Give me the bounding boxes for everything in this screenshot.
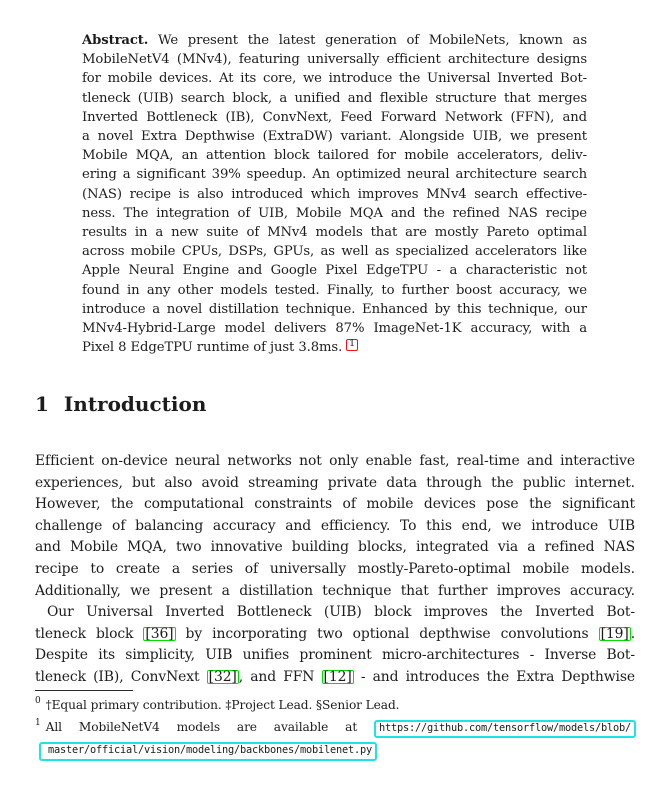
text-run: ness. The integration of UIB, Mobile MQA and the refined NAS recipe bbox=[82, 205, 587, 221]
text-line bbox=[82, 223, 587, 242]
text-line bbox=[82, 338, 587, 357]
text-line bbox=[82, 146, 587, 165]
text-run: Abstract. bbox=[82, 33, 149, 48]
footnote-marker: 1 bbox=[35, 718, 41, 728]
text-run: All MobileNetV4 models are available at bbox=[45, 720, 375, 734]
text-line bbox=[82, 31, 587, 50]
text-run: Despite its simplicity, UIB unifies prominent micro-architectures - Inverse Bot- bbox=[35, 647, 635, 664]
section-number: 1 bbox=[35, 392, 49, 416]
citation-link[interactable]: [32] bbox=[208, 668, 237, 685]
text-line bbox=[35, 537, 635, 559]
text-run: Our Universal Inverted Bottleneck (UIB) block improves the Inverted Bot- bbox=[47, 604, 635, 621]
text-run: by incorporating two optional depthwise convolutions bbox=[175, 625, 599, 642]
text-line bbox=[82, 281, 587, 300]
footnote-ref-link[interactable]: 1 bbox=[346, 339, 358, 351]
text-run: (NAS) recipe is also introduced which improves MNv4 search effective- bbox=[82, 186, 587, 202]
text-line bbox=[35, 559, 635, 581]
text-line bbox=[35, 645, 635, 667]
text-run: found in any other models tested. Finally, to further boost accuracy, we bbox=[82, 282, 587, 298]
text-line bbox=[82, 204, 587, 223]
text-run: . bbox=[630, 625, 636, 642]
text-line bbox=[35, 516, 635, 538]
text-line bbox=[35, 473, 635, 495]
text-run: and Mobile MQA, two innovative building blocks, integrated via a refined NAS bbox=[35, 539, 635, 556]
text-line bbox=[35, 667, 635, 689]
text-run: tleneck block bbox=[35, 625, 144, 642]
text-run: for mobile devices. At its core, we introduce the Universal Inverted Bot- bbox=[82, 71, 587, 87]
citation-link[interactable]: [12] bbox=[323, 668, 352, 685]
abstract-block bbox=[82, 31, 587, 357]
text-line bbox=[82, 185, 587, 204]
text-line bbox=[82, 242, 587, 261]
footnote-rule bbox=[35, 690, 133, 691]
citation-link[interactable]: [36] bbox=[145, 625, 174, 642]
text-line bbox=[82, 127, 587, 146]
text-run: Additionally, we present a distillation technique that further improves accuracy. bbox=[35, 582, 635, 599]
paragraph-1 bbox=[35, 451, 635, 602]
text-line bbox=[82, 300, 587, 319]
text-line bbox=[82, 165, 587, 184]
introduction-body bbox=[35, 451, 635, 689]
text-line bbox=[35, 624, 635, 646]
text-run: Efficient on-device neural networks not only enable fast, real-time and interactive bbox=[35, 453, 635, 469]
url-link[interactable]: https://github.com/tensorflow/models/blob/ bbox=[374, 720, 636, 738]
text-run: Apple Neural Engine and Google Pixel EdgeTPU - a characteristic not bbox=[82, 263, 587, 279]
text-run: a novel Extra Depthwise (ExtraDW) variant. Alongside UIB, we present bbox=[82, 129, 587, 145]
section-title: Introduction bbox=[63, 392, 207, 416]
text-run: across mobile CPUs, DSPs, GPUs, as well as specialized accelerators like bbox=[82, 244, 587, 260]
text-run: recipe to create a series of universally mostly-Pareto-optimal mobile models. bbox=[35, 560, 635, 577]
citation-link[interactable]: [19] bbox=[600, 625, 629, 642]
text-run: ering a significant 39% speedup. An optimized neural architecture search bbox=[82, 167, 587, 183]
text-line bbox=[82, 319, 587, 338]
text-line bbox=[82, 50, 587, 69]
text-line bbox=[35, 738, 636, 760]
text-run: experiences, but also avoid streaming private data through the public internet. bbox=[35, 474, 635, 491]
text-run: , and FFN bbox=[238, 668, 322, 685]
footnote-1 bbox=[35, 716, 636, 761]
text-run: challenge of balancing accuracy and efficiency. To this end, we introduce UIB bbox=[35, 517, 635, 534]
text-run: MobileNetV4 (MNv4), featuring universally efficient architecture designs bbox=[82, 52, 587, 68]
text-run: †Equal primary contribution. ‡Project Lead. §Senior Lead. bbox=[45, 698, 400, 712]
text-line bbox=[35, 581, 635, 603]
text-run: - and introduces the Extra Depthwise bbox=[353, 668, 635, 685]
text-run: However, the computational constraints of mobile devices pose the significant bbox=[35, 496, 635, 513]
text-line bbox=[82, 89, 587, 108]
footnote-marker: 0 bbox=[35, 696, 41, 706]
text-run: tleneck (UIB) search block, a unified and flexible structure that merges bbox=[82, 90, 587, 106]
text-line bbox=[35, 716, 636, 738]
text-run: tleneck (IB), ConvNext bbox=[35, 668, 207, 685]
text-line bbox=[82, 108, 587, 127]
text-line bbox=[35, 694, 636, 716]
section-heading bbox=[35, 392, 206, 416]
text-run: MNv4-Hybrid-Large model delivers 87% ImageNet-1K accuracy, with a bbox=[82, 321, 587, 337]
text-line bbox=[35, 602, 635, 624]
text-run: Inverted Bottleneck (IB), ConvNext, Feed Forward Network (FFN), and bbox=[82, 109, 587, 125]
url-link[interactable]: master/official/vision/modeling/backbones/mobilenet.py bbox=[39, 742, 377, 760]
text-run: introduce a novel distillation technique. Enhanced by this technique, our bbox=[82, 301, 587, 317]
text-run: results in a new suite of MNv4 models that are mostly Pareto optimal bbox=[82, 225, 587, 241]
text-line bbox=[35, 494, 635, 516]
text-run: Mobile MQA, an attention block tailored for mobile accelerators, deliv- bbox=[82, 148, 587, 164]
text-run: We present the latest generation of MobileNets, known as bbox=[148, 33, 587, 48]
text-run: Pixel 8 EdgeTPU runtime of just 3.8ms. bbox=[82, 340, 347, 356]
footnote-0 bbox=[35, 694, 636, 716]
text-line bbox=[82, 261, 587, 280]
paragraph-2 bbox=[35, 602, 635, 688]
text-line bbox=[82, 69, 587, 88]
text-line bbox=[35, 451, 635, 473]
footnotes-block bbox=[35, 690, 636, 761]
